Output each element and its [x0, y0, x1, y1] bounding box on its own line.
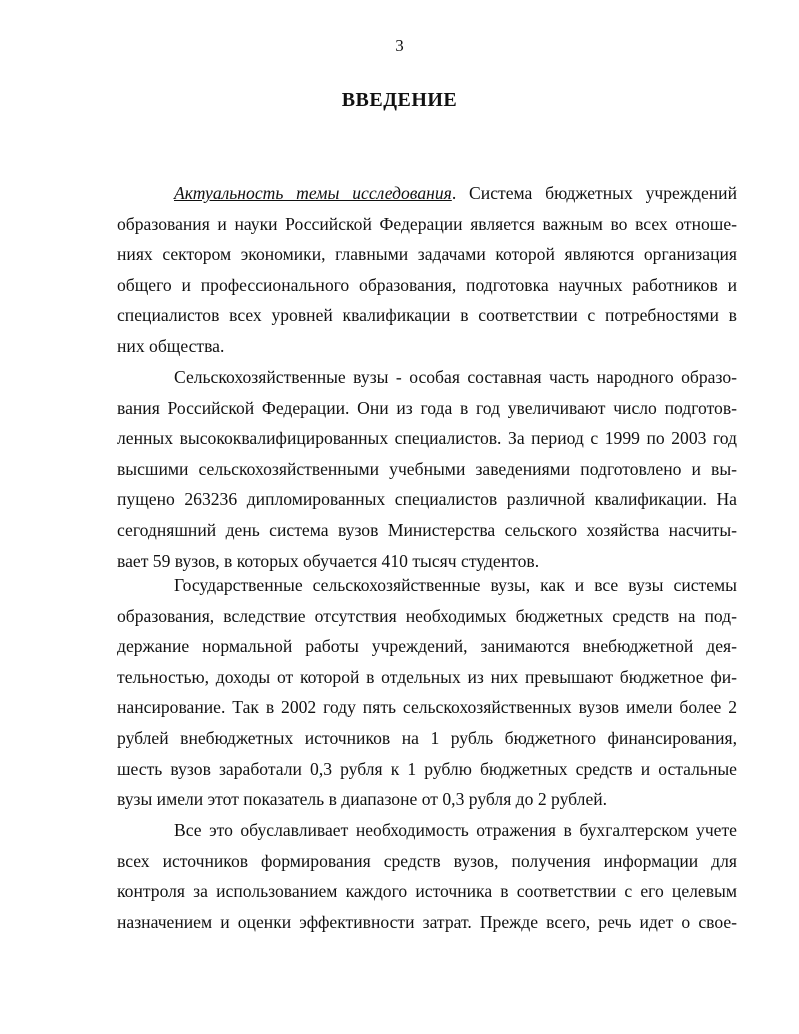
paragraph-line: нансирование. Так в 2002 году пять сельскохозяйственных вузов имели более 2	[117, 697, 737, 718]
paragraph-line: рублей внебюджетных источников на 1 рубль бюджетного финансирования,	[117, 727, 737, 748]
paragraph-line: пущено 263236 дипломированных специалистов различной квалификации. На	[117, 489, 737, 510]
paragraph-line: тельностью, доходы от которой в отдельных из них превышают бюджетное фи-	[117, 666, 737, 687]
paragraph-line: назначением и оценки эффективности затрат. Прежде всего, речь идет о свое-	[117, 911, 737, 932]
paragraph-extrabudgetary-activity	[117, 570, 737, 815]
paragraph-line: них общества.	[117, 335, 225, 356]
paragraph-line	[117, 178, 737, 209]
paragraph-line: образования, вследствие отсутствия необходимых бюджетных средств на под-	[117, 605, 737, 626]
line-text: . Система бюджетных учреждений	[451, 183, 737, 203]
paragraph-line: вузы имели этот показатель в диапазоне от 0,3 рубля до 2 рублей.	[117, 789, 608, 810]
paragraph-line: держание нормальной работы учреждений, занимаются внебюджетной дея-	[117, 636, 737, 657]
paragraph-line: всех источников формирования средств вузов, получения информации для	[117, 850, 737, 871]
paragraph-line: вает 59 вузов, в которых обучается 410 тысяч студентов.	[117, 550, 540, 571]
paragraph-relevance	[117, 178, 737, 362]
paragraph-line: ленных высококвалифицированных специалистов. За период с 1999 по 2003 год	[117, 428, 737, 449]
paragraph-line: шесть вузов заработали 0,3 рубля к 1 рублю бюджетных средств и остальные	[117, 758, 737, 779]
section-lead-label: Актуальность темы исследования	[174, 183, 452, 203]
page-number: 3	[395, 36, 404, 55]
page-title: ВВЕДЕНИЕ	[341, 89, 458, 111]
paragraph-line: Все это обуславливает необходимость отражения в бухгалтерском учете	[174, 820, 737, 840]
paragraph-line: сегодняшний день система вузов Министерства сельского хозяйства насчиты-	[117, 519, 737, 540]
paragraph-line: высшими сельскохозяйственными учебными заведениями подготовлено и вы-	[117, 458, 737, 479]
paragraph-line: общего и профессионального образования, подготовка научных работников и	[117, 274, 737, 295]
paragraph-line: образования и науки Российской Федерации является важным во всех отноше-	[117, 213, 737, 234]
paragraph-accounting-need	[117, 815, 737, 937]
paragraph-line: контроля за использованием каждого источника в соответствии с его целевым	[117, 881, 737, 902]
paragraph-agricultural-universities	[117, 362, 737, 576]
paragraph-line: ниях сектором экономики, главными задачами которой являются организация	[117, 244, 737, 265]
paragraph-line: Сельскохозяйственные вузы - особая составная часть народного образо-	[174, 367, 737, 387]
paragraph-line: специалистов всех уровней квалификации в соответствии с потребностями в	[117, 305, 737, 326]
paragraph-line: вания Российской Федерации. Они из года в год увеличивают число подготов-	[117, 397, 737, 418]
paragraph-line: Государственные сельскохозяйственные вузы, как и все вузы системы	[174, 575, 737, 595]
